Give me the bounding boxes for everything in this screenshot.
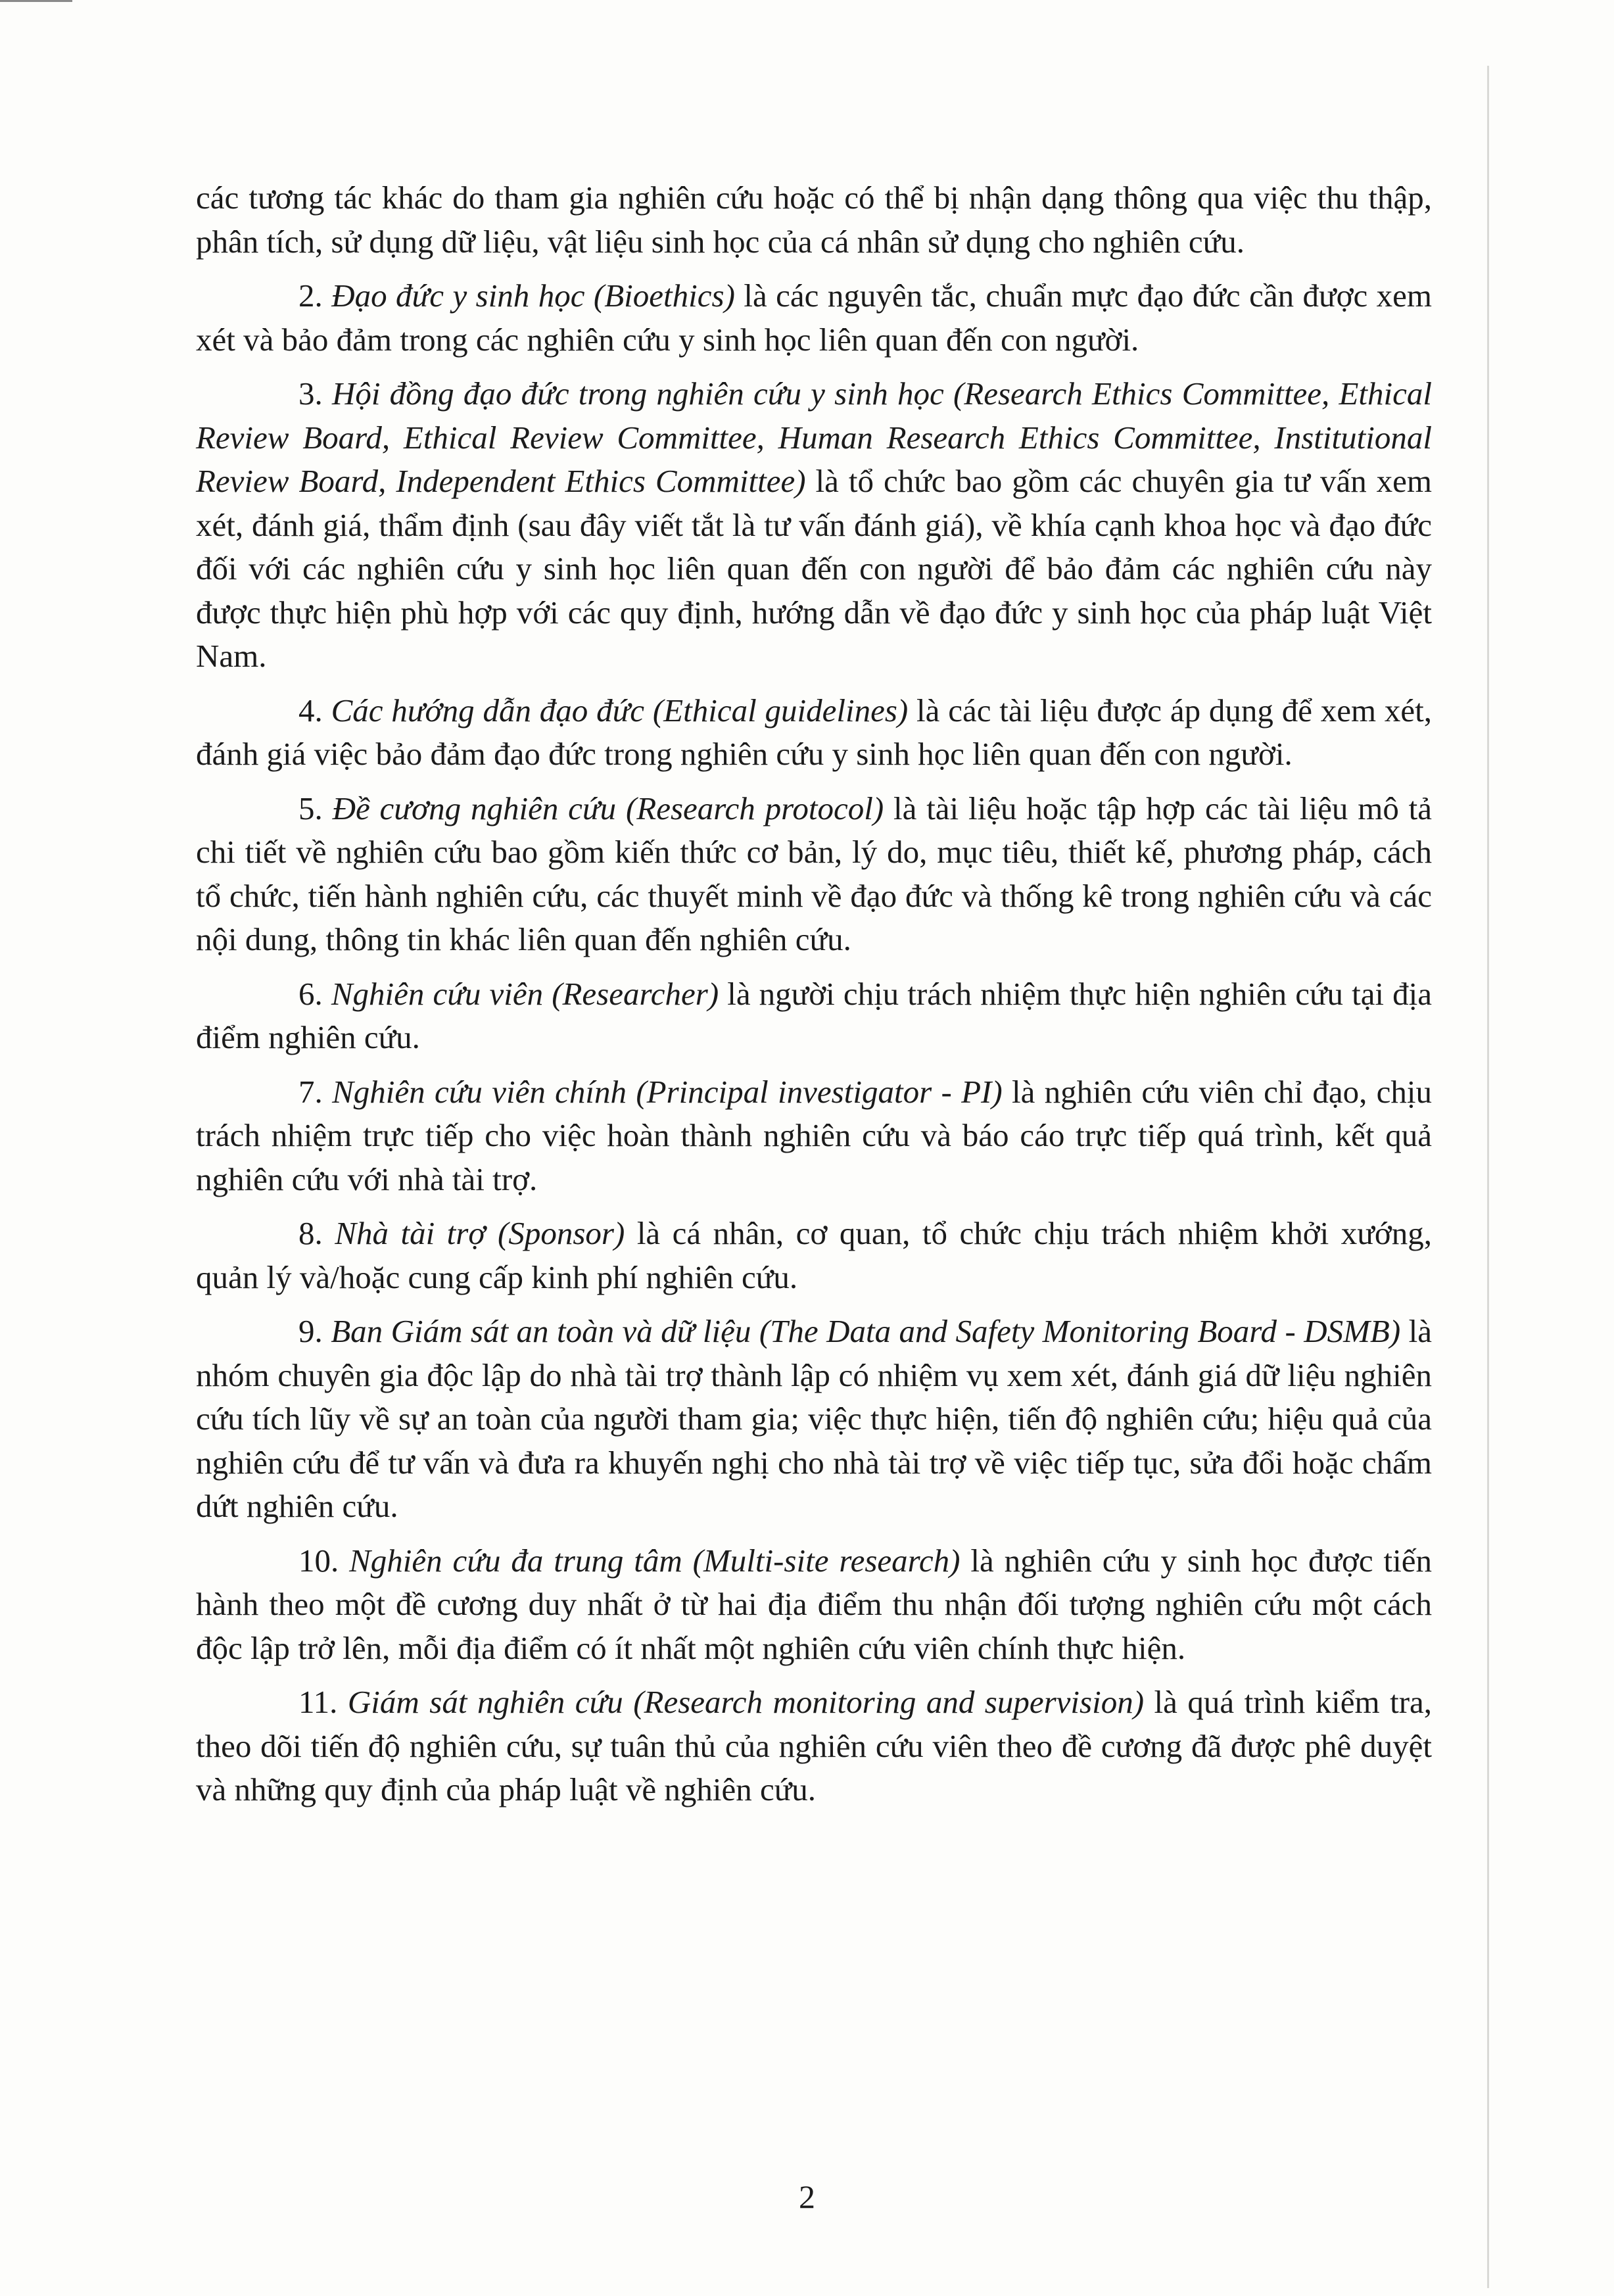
definition-text: là quá trình kiểm tra, theo dõi tiến độ nghiên cứu, sự tuân thủ của nghiên cứu viên theo đề cương đã được phê duyệt và những quy định của pháp luật về nghiên cứu.	[196, 1684, 1433, 1807]
scan-edge-mark	[0, 0, 72, 2]
definition-text: là tổ chức bao gồm các chuyên gia tư vấn xem xét, đánh giá, thẩm định (sau đây viết tắt là tư vấn đánh giá), về khía cạnh khoa học và đạo đức đối với các nghiên cứu y sinh học liên quan đến con người để bảo đảm các nghiên cứu này được thực hiện phù hợp với các quy định, hướng dẫn về đạo đức y sinh học của pháp luật Việt Nam.	[196, 463, 1433, 674]
definition-term: Ban Giám sát an toàn và dữ liệu (The Data and Safety Monitoring Board - DSMB)	[331, 1313, 1401, 1349]
definition-text: là nghiên cứu viên chỉ đạo, chịu trách nhiệm trực tiếp cho việc hoàn thành nghiên cứu và báo cáo trực tiếp quá trình, kết quả nghiên cứu với nhà tài trợ.	[196, 1073, 1433, 1197]
page-edge-shadow	[1487, 66, 1489, 2288]
paragraph-continuation	[196, 176, 1432, 264]
paragraph-text: các tương tác khác do tham gia nghiên cứu hoặc có thể bị nhận dạng thông qua việc thu thập, phân tích, sử dụng dữ liệu, vật liệu sinh học của cá nhân sử dụng cho nghiên cứu.	[196, 179, 1432, 260]
definition-term: Giám sát nghiên cứu (Research monitoring and supervision)	[347, 1684, 1145, 1720]
definition-text: là cá nhân, cơ quan, tổ chức chịu trách nhiệm khởi xướng, quản lý và/hoặc cung cấp kinh phí nghiên cứu.	[196, 1215, 1433, 1295]
definition-term: Các hướng dẫn đạo đức (Ethical guidelines)	[331, 692, 909, 729]
definition-6	[196, 972, 1432, 1060]
definition-number: 9.	[298, 1313, 323, 1349]
definition-text: là các nguyên tắc, chuẩn mực đạo đức cần được xem xét và bảo đảm trong các nghiên cứu y sinh học liên quan đến con người.	[196, 277, 1433, 358]
definition-term: Đạo đức y sinh học (Bioethics)	[331, 277, 735, 314]
definition-number: 11.	[298, 1684, 338, 1720]
definition-number: 5.	[298, 790, 323, 826]
page-number: 2	[799, 2178, 815, 2215]
definition-9	[196, 1310, 1432, 1529]
definition-term: Nghiên cứu viên chính (Principal investigator - PI)	[332, 1073, 1003, 1110]
definition-number: 7.	[298, 1073, 323, 1110]
definition-number: 3.	[298, 375, 323, 412]
definition-number: 4.	[298, 692, 323, 729]
definition-text: là nhóm chuyên gia độc lập do nhà tài trợ thành lập có nhiệm vụ xem xét, đánh giá dữ liệu nghiên cứu tích lũy về sự an toàn của người tham gia; việc thực hiện, tiến độ nghiên cứu; hiệu quả của nghiên cứu để tư vấn và đưa ra khuyến nghị cho nhà tài trợ về việc tiếp tục, sửa đổi hoặc chấm dứt nghiên cứu.	[196, 1313, 1433, 1524]
definition-term: Nghiên cứu viên (Researcher)	[331, 975, 719, 1012]
definition-10	[196, 1539, 1432, 1671]
definition-text: là người chịu trách nhiệm thực hiện nghiên cứu tại địa điểm nghiên cứu.	[196, 975, 1432, 1055]
definition-4	[196, 689, 1432, 777]
document-body	[196, 176, 1432, 1823]
definition-term: Nhà tài trợ (Sponsor)	[335, 1215, 625, 1251]
definition-term: Nghiên cứu đa trung tâm (Multi-site research)	[349, 1542, 961, 1579]
definition-11	[196, 1681, 1432, 1812]
definition-5	[196, 787, 1432, 962]
definition-2	[196, 274, 1432, 362]
definition-term: Hội đồng đạo đức trong nghiên cứu y sinh học (Research Ethics Committee, Ethical Review Board, Ethical Review Committee, Human Research Ethics Committee, Institutional Review Board, Independent Ethics Committee)	[196, 375, 1432, 499]
definition-text: là tài liệu hoặc tập hợp các tài liệu mô tả chi tiết về nghiên cứu bao gồm kiến thức cơ bản, lý do, mục tiêu, thiết kế, phương pháp, cách tổ chức, tiến hành nghiên cứu, các thuyết minh về đạo đức và thống kê trong nghiên cứu và các nội dung, thông tin khác liên quan đến nghiên cứu.	[196, 790, 1433, 957]
definition-number: 6.	[298, 975, 323, 1012]
definition-number: 8.	[298, 1215, 323, 1251]
definition-3	[196, 372, 1432, 679]
definition-number: 10.	[298, 1542, 339, 1579]
definition-number: 2.	[298, 277, 323, 314]
definition-8	[196, 1212, 1432, 1299]
definition-term: Đề cương nghiên cứu (Research protocol)	[332, 790, 884, 826]
definition-text: là các tài liệu được áp dụng để xem xét, đánh giá việc bảo đảm đạo đức trong nghiên cứu y sinh học liên quan đến con người.	[196, 692, 1433, 772]
definition-7	[196, 1070, 1432, 1202]
definition-text: là nghiên cứu y sinh học được tiến hành theo một đề cương duy nhất ở từ hai địa điểm thu nhận đối tượng nghiên cứu một cách độc lập trở lên, mỗi địa điểm có ít nhất một nghiên cứu viên chính thực hiện.	[196, 1542, 1433, 1666]
